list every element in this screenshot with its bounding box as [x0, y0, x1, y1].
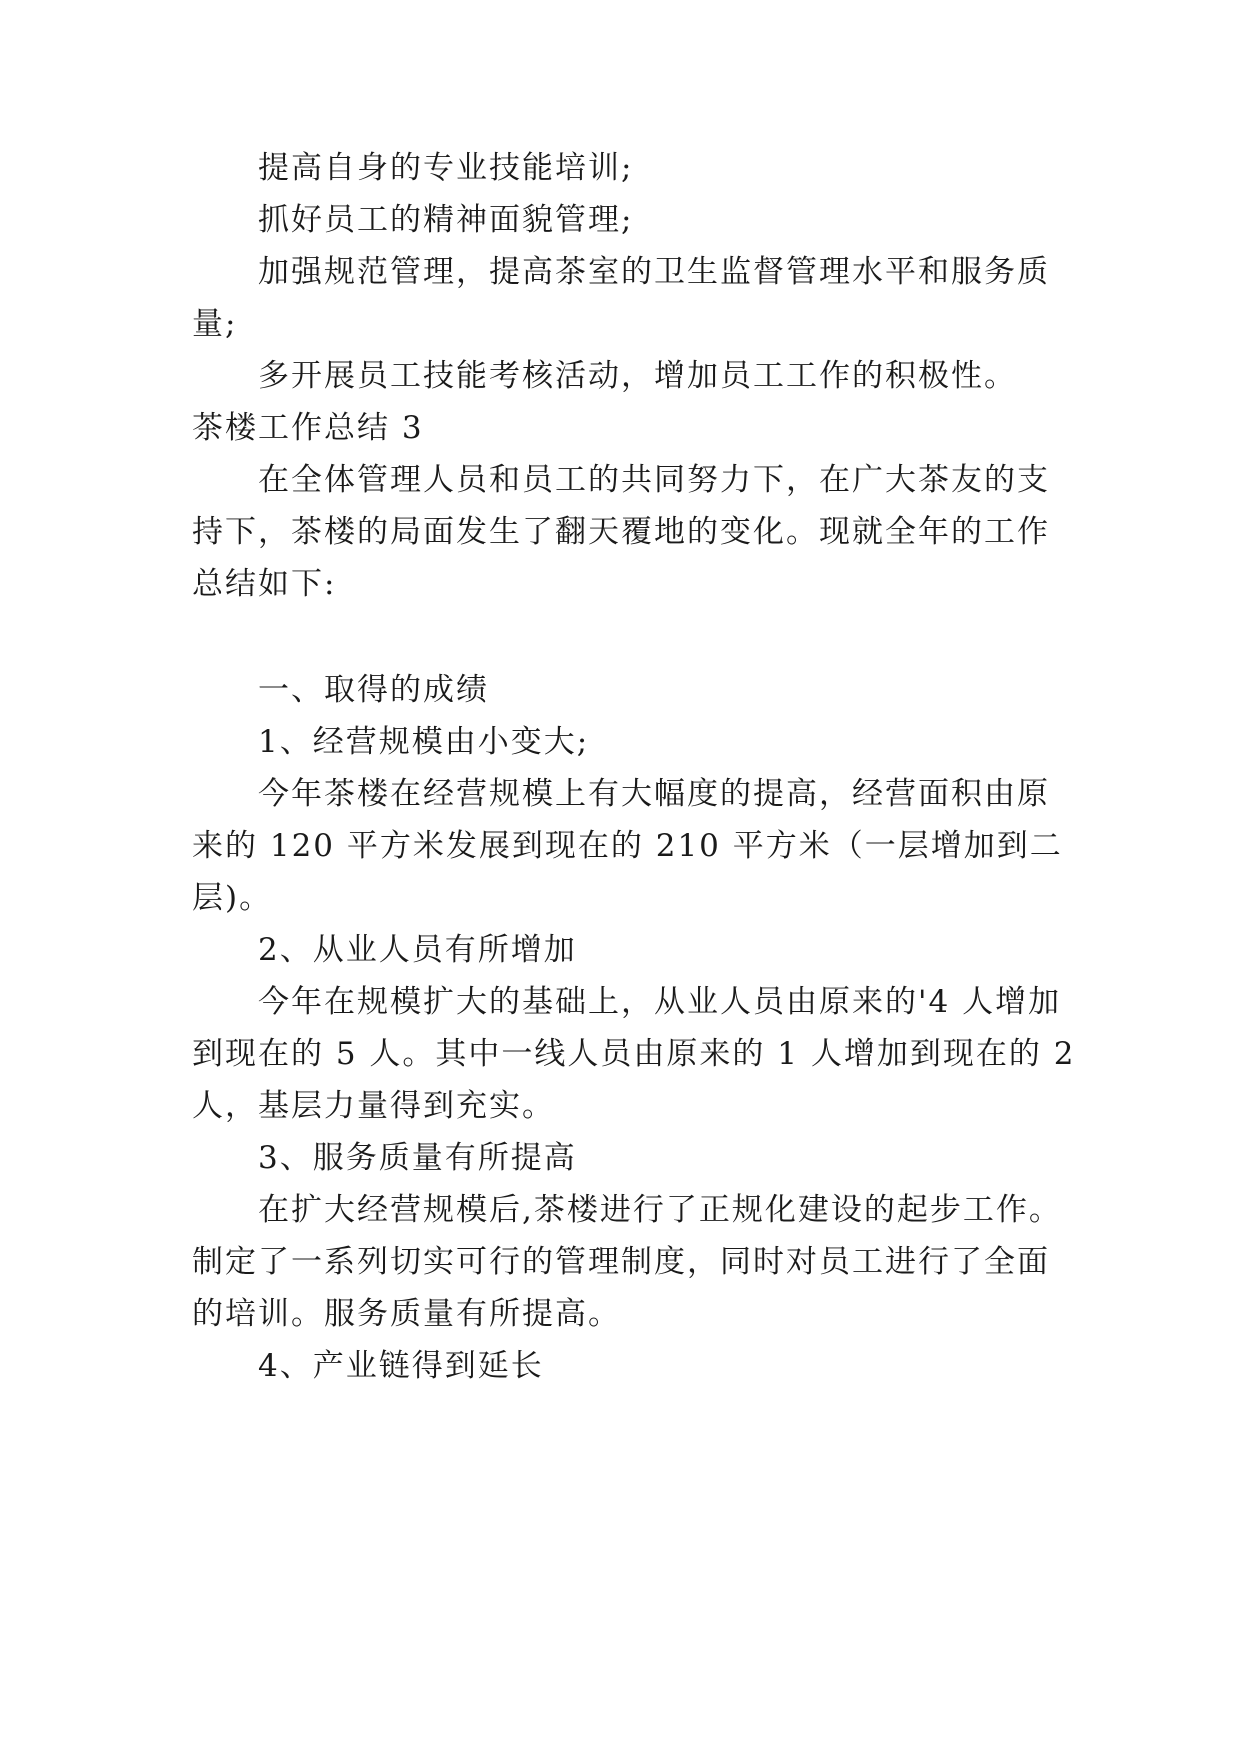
subsection-heading-achievements: 一、取得的成绩 [258, 672, 489, 708]
paragraph-intro-line1: 在全体管理人员和员工的共同努力下，在广大茶友的支 [258, 462, 1050, 498]
list-item-2: 2、从业人员有所增加 [258, 932, 577, 968]
list-item-4: 4、产业链得到延长 [258, 1348, 544, 1384]
paragraph-staff-line2: 到现在的 5 人。其中一线人员由原来的 1 人增加到现在的 2 [192, 1036, 1076, 1072]
paragraph-staff-line3: 人，基层力量得到充实。 [192, 1088, 555, 1124]
paragraph-scale-line2: 来的 120 平方米发展到现在的 210 平方米（一层增加到二 [192, 828, 1063, 864]
paragraph-scale-line3: 层)。 [192, 880, 273, 916]
section-heading: 茶楼工作总结 3 [192, 410, 424, 446]
paragraph-standardized-management-line2: 量; [192, 306, 238, 342]
paragraph-scale-line1: 今年茶楼在经营规模上有大幅度的提高，经营面积由原 [258, 776, 1050, 812]
paragraph-intro-line2: 持下，茶楼的局面发生了翻天覆地的变化。现就全年的工作 [192, 514, 1050, 550]
list-item-3: 3、服务质量有所提高 [258, 1140, 577, 1176]
paragraph-skill-assessment: 多开展员工技能考核活动，增加员工工作的积极性。 [258, 358, 1017, 394]
paragraph-service-line2: 制定了一系列切实可行的管理制度，同时对员工进行了全面 [192, 1244, 1050, 1280]
paragraph-staff-morale: 抓好员工的精神面貌管理; [258, 202, 634, 238]
paragraph-staff-line1: 今年在规模扩大的基础上，从业人员由原来的'4 人增加 [258, 984, 1062, 1020]
list-item-1: 1、经营规模由小变大; [258, 724, 590, 760]
paragraph-skill-training: 提高自身的专业技能培训; [258, 150, 634, 186]
paragraph-service-line1: 在扩大经营规模后,茶楼进行了正规化建设的起步工作。 [258, 1192, 1062, 1228]
paragraph-standardized-management-line1: 加强规范管理，提高茶室的卫生监督管理水平和服务质 [258, 254, 1050, 290]
paragraph-service-line3: 的培训。服务质量有所提高。 [192, 1296, 621, 1332]
paragraph-intro-line3: 总结如下: [192, 566, 337, 602]
